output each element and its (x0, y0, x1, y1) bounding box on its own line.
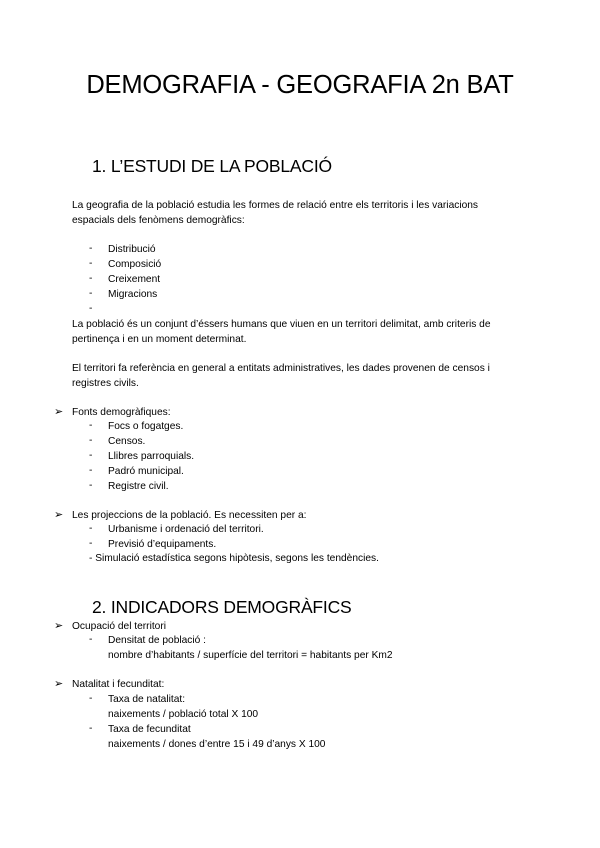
list-bullet-empty: - (89, 303, 93, 314)
densitat-formula: nombre d’habitants / superfície del territori = habitants per Km2 (108, 650, 393, 661)
projeccions-heading: Les projeccions de la població. Es necessiten per a: (72, 510, 307, 521)
list-item: Previsió d’equipaments. (108, 539, 217, 550)
natalitat-heading: Natalitat i fecunditat: (72, 679, 165, 690)
list-bullet: - (89, 450, 93, 461)
poblacio-paragraph-line-1: La població és un conjunt d’éssers humans que viuen en un territori delimitat, amb criteris de (72, 319, 491, 330)
intro-paragraph-line-2: espacials dels fenòmens demogràfics: (72, 215, 245, 226)
taxa-natalitat-label: Taxa de natalitat: (108, 694, 186, 705)
poblacio-paragraph-line-2: pertinença i en un moment determinat. (72, 334, 247, 345)
list-bullet: - (89, 420, 93, 431)
section-heading-2: 2. INDICADORS DEMOGRÀFICS (92, 597, 352, 617)
list-bullet: - (89, 523, 93, 534)
fonts-heading: Fonts demogràfiques: (72, 407, 171, 418)
list-bullet: - (89, 258, 93, 269)
list-item: Distribució (108, 244, 156, 255)
list-item: Creixement (108, 274, 161, 285)
list-bullet: - (89, 243, 93, 254)
list-bullet: - (89, 273, 93, 284)
list-bullet: - (89, 723, 93, 734)
list-item: Llibres parroquials. (108, 451, 195, 462)
list-bullet: - (89, 634, 93, 645)
taxa-fecunditat-label: Taxa de fecunditat (108, 724, 191, 735)
list-item: Registre civil. (108, 481, 169, 492)
territori-paragraph-line-2: registres civils. (72, 378, 139, 389)
taxa-fecunditat-formula: naixements / dones d’entre 15 i 49 d’anys X 100 (108, 739, 326, 750)
arrow-bullet-icon: ➢ (54, 509, 64, 521)
projeccions-extra-line: - Simulació estadística segons hipòtesis, segons les tendències. (89, 553, 379, 564)
arrow-bullet-icon: ➢ (54, 678, 64, 690)
list-item: Padró municipal. (108, 466, 184, 477)
arrow-bullet-icon: ➢ (54, 620, 64, 632)
arrow-bullet-icon: ➢ (54, 406, 64, 418)
list-bullet: - (89, 480, 93, 491)
list-bullet: - (89, 538, 93, 549)
list-bullet: - (89, 693, 93, 704)
ocupacio-heading: Ocupació del territori (72, 621, 166, 632)
list-item: Composició (108, 259, 162, 270)
densitat-label: Densitat de població : (108, 635, 206, 646)
document-title: DEMOGRAFIA - GEOGRAFIA 2n BAT (86, 71, 514, 99)
intro-paragraph-line-1: La geografia de la població estudia les formes de relació entre els territoris i les variacions (72, 200, 479, 211)
list-item: Focs o fogatges. (108, 421, 184, 432)
section-heading-1: 1. L’ESTUDI DE LA POBLACIÓ (92, 156, 332, 176)
taxa-natalitat-formula: naixements / població total X 100 (108, 709, 259, 720)
list-item: Urbanisme i ordenació del territori. (108, 524, 264, 535)
list-bullet: - (89, 435, 93, 446)
list-bullet: - (89, 288, 93, 299)
territori-paragraph-line-1: El territori fa referència en general a entitats administratives, les dades provenen de censos i (72, 363, 490, 374)
list-item: Migracions (108, 289, 158, 300)
list-bullet: - (89, 465, 93, 476)
list-item: Censos. (108, 436, 146, 447)
